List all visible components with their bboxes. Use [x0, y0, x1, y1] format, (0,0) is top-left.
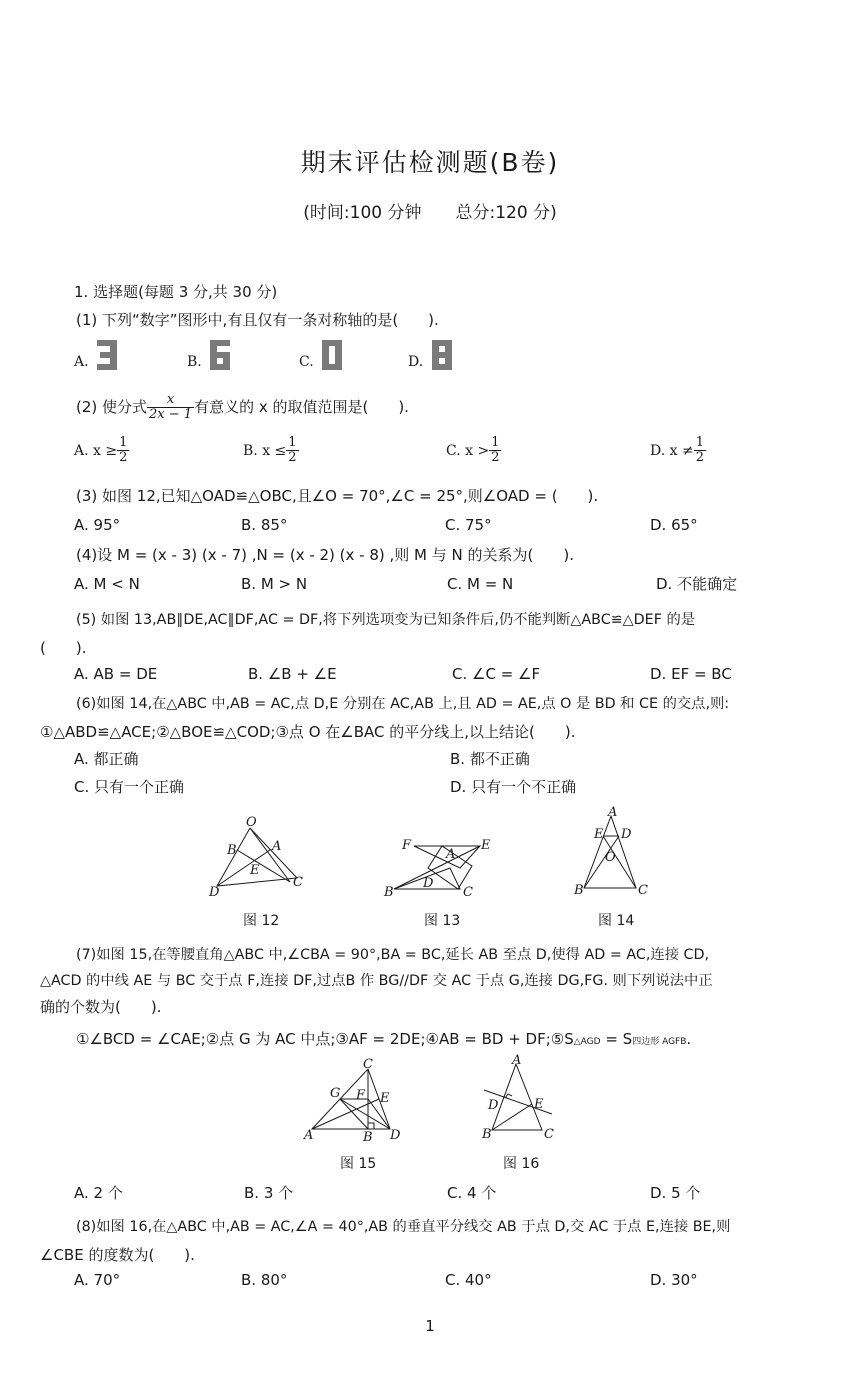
fig13-label-f: F: [402, 838, 412, 853]
q2-frac-den: 2x − 1: [149, 406, 193, 422]
fig15-label-a: A: [304, 1128, 314, 1143]
q6-option-a: A. 都正确: [74, 750, 139, 768]
fig13-label-e: E: [481, 838, 491, 853]
q1-option-d: [408, 340, 452, 370]
figure-15: [300, 1055, 410, 1145]
fig12-label-e: E: [250, 863, 260, 878]
q2-option-a-num: 1: [119, 435, 128, 450]
q4-option-d: D. 不能确定: [656, 575, 738, 593]
figure-15-caption: 图 15: [340, 1156, 377, 1172]
q4-option-c: C. M = N: [447, 575, 514, 593]
q1-option-d-letter: D.: [408, 354, 424, 370]
digit-6-icon: [210, 340, 230, 370]
q2-fraction: [147, 393, 194, 422]
q7-option-a: A. 2 个: [74, 1184, 123, 1202]
q7-option-d: D. 5 个: [650, 1184, 701, 1202]
figure-12-caption: 图 12: [243, 913, 280, 929]
q5-option-b: B. ∠B + ∠E: [248, 665, 337, 683]
q6-stem-line1: (6)如图 14,在△ABC 中,AB = AC,点 D,E 分别在 AC,AB 上,且 AD = AE,点 O 是 BD 和 CE 的交点,则:: [76, 696, 730, 712]
figure-12: [205, 812, 315, 902]
q2-stem: [76, 390, 409, 424]
figure-14-caption: 图 14: [598, 913, 635, 929]
q1-option-c: [299, 340, 342, 370]
q2-option-a: [74, 436, 129, 465]
fig16-label-d: D: [488, 1098, 499, 1113]
q7-stem-line2: △ACD 的中线 AE 与 BC 交于点 F,连接 DF,过点B 作 BG//DF 交 AC 于点 G,连接 DG,FG. 则下列说法中正: [40, 973, 713, 989]
q6-option-b: B. 都不正确: [450, 750, 530, 768]
q4-option-a: A. M < N: [74, 575, 140, 593]
fig13-label-a: A: [446, 847, 456, 862]
q2-stem-before: (2) 使分式: [76, 398, 148, 416]
q3-option-b: B. 85°: [241, 516, 288, 534]
q1-option-a-letter: A.: [74, 354, 89, 370]
exam-info: (时间:100 分钟 总分:120 分): [303, 203, 557, 223]
fig14-label-a: A: [608, 805, 618, 820]
q1-option-b-letter: B.: [187, 354, 202, 370]
figure-16: [478, 1052, 568, 1144]
q2-option-c-den: 2: [491, 450, 500, 465]
fig14-label-b: B: [574, 883, 584, 898]
figure-13: [380, 832, 500, 902]
q5-stem-line2: ( ).: [40, 639, 87, 657]
q2-option-d: [650, 436, 706, 465]
q6-option-c: C. 只有一个正确: [74, 778, 185, 796]
q2-option-c-label: C. x >: [446, 442, 490, 459]
fig12-label-c: C: [293, 875, 303, 890]
q6-option-d: D. 只有一个不正确: [450, 778, 577, 796]
fig16-label-a: A: [512, 1053, 522, 1068]
q1-option-b: [187, 340, 230, 370]
figure-13-caption: 图 13: [424, 913, 461, 929]
q5-option-c: C. ∠C = ∠F: [452, 665, 541, 683]
page-number: 1: [425, 1317, 435, 1335]
fig14-label-e: E: [594, 827, 604, 842]
q6-stem-line2: ①△ABD≌△ACE;②△BOE≌△COD;③点 O 在∠BAC 的平分线上,以上结论( ).: [40, 723, 576, 741]
q2-option-d-label: D. x ≠: [650, 442, 694, 459]
fig15-label-b: B: [363, 1130, 373, 1145]
q2-option-d-den: 2: [695, 450, 704, 465]
q1-option-c-letter: C.: [299, 354, 314, 370]
q7-statements: [76, 1029, 691, 1052]
page-title: 期末评估检测题(B卷): [300, 148, 560, 177]
q5-stem-line1: (5) 如图 13,AB∥DE,AC∥DF,AC = DF,将下列选项变为已知条件后,仍不能判断△ABC≌△DEF 的是: [76, 612, 696, 628]
digit-8-icon: [432, 340, 452, 370]
q2-stem-after: 有意义的 x 的取值范围是( ).: [194, 398, 409, 416]
q3-option-d: D. 65°: [650, 516, 698, 534]
q2-option-c-num: 1: [491, 435, 500, 450]
q8-stem-line1: (8)如图 16,在△ABC 中,AB = AC,∠A = 40°,AB 的垂直平分线交 AB 于点 D,交 AC 于点 E,连接 BE,则: [76, 1219, 731, 1235]
q4-stem: (4)设 M = (x - 3) (x - 7) ,N = (x - 2) (x - 8) ,则 M 与 N 的关系为( ).: [76, 546, 574, 564]
q8-option-d: D. 30°: [650, 1271, 698, 1289]
q4-option-b: B. M > N: [241, 575, 308, 593]
fig15-label-f: F: [356, 1088, 366, 1103]
fig16-label-b: B: [482, 1127, 492, 1142]
q2-option-b-label: B. x ≤: [243, 442, 287, 459]
fig14-label-c: C: [638, 883, 648, 898]
q2-option-b-num: 1: [288, 435, 297, 450]
fig12-label-a: A: [272, 839, 282, 854]
fig15-label-e: E: [380, 1091, 390, 1106]
fig14-label-d: D: [621, 827, 632, 842]
digit-3-icon: [97, 340, 117, 370]
fig15-label-d: D: [390, 1128, 401, 1143]
q7-sub-agd: △AGD: [573, 1037, 601, 1047]
fig14-label-o: O: [605, 850, 616, 865]
fig13-label-c: C: [463, 885, 473, 900]
fig12-label-o: O: [246, 815, 257, 830]
q7-eq: = S: [600, 1030, 633, 1048]
q5-option-a: A. AB = DE: [74, 665, 158, 683]
fig13-label-b: B: [384, 885, 394, 900]
q7-sub-agfb: 四边形 AGFB: [632, 1037, 687, 1047]
q7-option-c: C. 4 个: [447, 1184, 497, 1202]
q2-option-b: [243, 436, 299, 465]
q8-option-b: B. 80°: [241, 1271, 288, 1289]
q7-end: .: [686, 1030, 692, 1048]
q2-option-b-den: 2: [288, 450, 297, 465]
fig12-label-b: B: [227, 843, 237, 858]
figure-14: [570, 802, 660, 902]
q2-option-a-label: A. x ≥: [74, 442, 118, 459]
q7-option-b: B. 3 个: [244, 1184, 294, 1202]
fig16-label-c: C: [544, 1127, 554, 1142]
q8-stem-line2: ∠CBE 的度数为( ).: [40, 1246, 195, 1264]
q8-option-c: C. 40°: [445, 1271, 492, 1289]
q2-option-a-den: 2: [119, 450, 128, 465]
q8-option-a: A. 70°: [74, 1271, 121, 1289]
q3-option-a: A. 95°: [74, 516, 121, 534]
q3-stem: (3) 如图 12,已知△OAD≌△OBC,且∠O = 70°,∠C = 25°,则∠OAD = ( ).: [76, 487, 599, 505]
q2-option-d-num: 1: [695, 435, 704, 450]
figure-16-caption: 图 16: [503, 1156, 540, 1172]
q7-stem-line1: (7)如图 15,在等腰直角△ABC 中,∠CBA = 90°,BA = BC,延长 AB 至点 D,使得 AD = AC,连接 CD,: [76, 947, 710, 963]
q2-option-c: [446, 436, 501, 465]
q5-option-d: D. EF = BC: [650, 665, 732, 683]
fig16-label-e: E: [534, 1097, 544, 1112]
q2-frac-num: x: [147, 393, 194, 408]
fig12-label-d: D: [209, 885, 220, 900]
q1-option-a: [74, 340, 117, 370]
q1-stem: (1) 下列“数字”图形中,有且仅有一条对称轴的是( ).: [76, 311, 439, 329]
digit-0-icon: [322, 340, 342, 370]
fig15-label-c: C: [363, 1057, 373, 1072]
fig15-label-g: G: [330, 1086, 341, 1101]
fig13-label-d: D: [423, 876, 434, 891]
q7-statements-text: ①∠BCD = ∠CAE;②点 G 为 AC 中点;③AF = 2DE;④AB = BD + DF;⑤S: [76, 1030, 574, 1048]
q7-stem-line3: 确的个数为( ).: [40, 998, 162, 1016]
section-heading: 1. 选择题(每题 3 分,共 30 分): [74, 283, 278, 301]
q3-option-c: C. 75°: [445, 516, 492, 534]
